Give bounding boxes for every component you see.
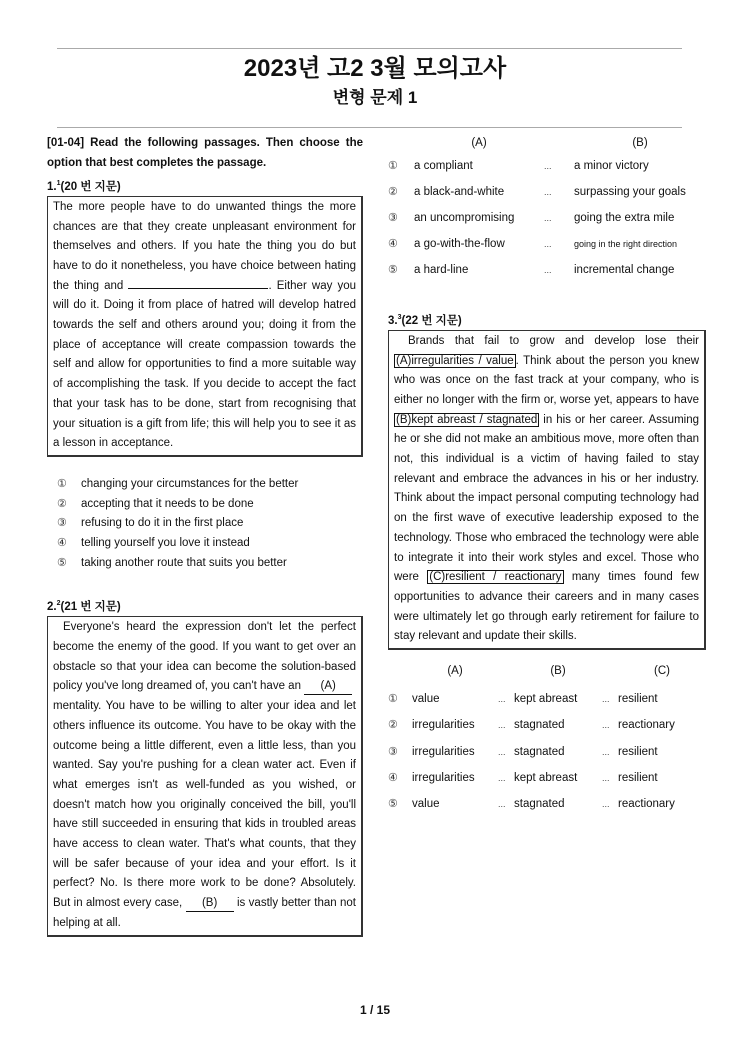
ellipsis: ...	[602, 799, 610, 810]
q2-option-1-b[interactable]: a minor victory	[574, 160, 649, 172]
page-subtitle: 변형 문제 1	[332, 88, 418, 107]
right-column	[388, 133, 706, 818]
q3-option-1-b[interactable]: kept abreast	[514, 693, 578, 706]
ellipsis: ...	[602, 694, 610, 705]
ellipsis: ...	[602, 720, 610, 731]
option-number[interactable]: ③	[388, 745, 398, 758]
ellipsis: ...	[544, 265, 552, 275]
option-number: ①	[57, 477, 67, 490]
option-number[interactable]: ⑤	[388, 798, 398, 811]
ellipsis: ...	[602, 772, 610, 783]
col-header-b: (B)	[550, 665, 566, 678]
q2-option-3-b[interactable]: going the extra mile	[574, 212, 675, 224]
option-number: ⑤	[57, 556, 67, 569]
q2-option-2-a[interactable]: a black-and-white	[414, 186, 505, 198]
ellipsis: ...	[498, 799, 506, 810]
ellipsis: ...	[498, 772, 506, 783]
option-text: accepting that it needs to be done	[81, 497, 254, 510]
option-number[interactable]: ②	[388, 719, 398, 732]
q3-options	[388, 656, 706, 817]
option-number[interactable]: ④	[388, 771, 398, 784]
q3-option-1-c[interactable]: resilient	[618, 693, 658, 706]
q2-options	[388, 133, 706, 283]
ellipsis: ...	[498, 720, 506, 731]
q3-option-3-a[interactable]: irregularities	[412, 745, 475, 758]
col-header-c: (C)	[654, 665, 670, 678]
q3-option-5-a[interactable]: value	[412, 798, 440, 811]
q2-option-5-b[interactable]: incremental change	[574, 264, 675, 276]
q3-option-1-a[interactable]: value	[412, 693, 440, 706]
q2-option-2-b[interactable]: surpassing your goals	[574, 186, 686, 198]
ellipsis: ...	[544, 187, 552, 197]
top-rule	[57, 48, 682, 49]
q3-option-2-b[interactable]: stagnated	[514, 719, 565, 732]
col-header-a: (A)	[447, 665, 463, 678]
left-column	[47, 133, 363, 937]
q1-passage: The more people have to do unwanted things the more chances are that they create unpleasant environment for themselves and others. If you hate the thing you do but have to do it nonetheless, you have choice between hating the thing and . Either way you will do it. Doing it from place of hatred will develop hatred towards the self and others around you; doing it from the place of acceptance will create compassion towards the self and allow for opportunities to find a more suitable way of accomplishing the task. If you decide to accept the fact that your task has to be done, start from recognising that your situation is a gift from life; this will help you to see it as a lesson in acceptance.	[47, 196, 363, 457]
q3-option-2-c[interactable]: reactionary	[618, 719, 675, 732]
q2-option-3-a[interactable]: an uncompromising	[414, 212, 515, 224]
q2-label: 2.$^2$(21 번 지문)	[47, 600, 121, 614]
q2-option-4-b[interactable]: going in the right direction	[574, 239, 678, 249]
q3-option-4-c[interactable]: resilient	[618, 771, 658, 784]
q2-option-4-a[interactable]: a go-with-the-flow	[414, 238, 505, 250]
option-text: refusing to do it in the first place	[81, 517, 244, 530]
page-number: 1 / 15	[359, 1003, 391, 1017]
q3-option-3-c[interactable]: resilient	[618, 745, 658, 758]
option-number: ③	[57, 517, 67, 530]
option-number: ④	[57, 537, 67, 550]
q1-option-2[interactable]	[57, 495, 363, 515]
q2-option-1-a[interactable]: a compliant	[414, 160, 473, 172]
q2-blank-b: (B)	[186, 896, 234, 912]
option-number[interactable]: ④	[388, 238, 398, 250]
q3-option-2-a[interactable]: irregularities	[412, 719, 475, 732]
q1-option-5[interactable]	[57, 554, 363, 574]
q2-option-5-a[interactable]: a hard-line	[414, 264, 469, 276]
q3-option-4-b[interactable]: kept abreast	[514, 771, 578, 784]
q3-choice-box-b: (B)kept abreast / stagnated	[396, 413, 538, 426]
ellipsis: ...	[544, 161, 552, 171]
ellipsis: ...	[602, 746, 610, 757]
q2-blank-a: (A)	[304, 679, 352, 695]
q3-option-4-a[interactable]: irregularities	[412, 771, 475, 784]
option-text: telling yourself you love it instead	[81, 537, 250, 550]
q1-option-1[interactable]	[57, 475, 363, 495]
q3-choice-box-c: (C)resilient / reactionary	[429, 571, 562, 584]
option-number[interactable]: ①	[388, 160, 398, 172]
col-header-a: (A)	[471, 137, 487, 149]
option-number[interactable]: ⑤	[388, 264, 398, 276]
ellipsis: ...	[544, 213, 552, 223]
q3-option-5-b[interactable]: stagnated	[514, 798, 565, 811]
option-number[interactable]: ③	[388, 212, 398, 224]
option-number[interactable]: ①	[388, 693, 398, 706]
option-text: taking another route that suits you better	[81, 556, 287, 569]
option-number[interactable]: ②	[388, 186, 398, 198]
q3-option-3-b[interactable]: stagnated	[514, 745, 565, 758]
q1-label: 1.$^1$(20 번 지문)	[47, 180, 121, 193]
ellipsis: ...	[498, 746, 506, 757]
q1-blank	[128, 288, 268, 289]
instructions: [01-04] Read the following passages. Then choose the option that best completes the passage.	[47, 137, 363, 169]
q1-option-3[interactable]	[57, 514, 363, 534]
ellipsis: ...	[498, 694, 506, 705]
ellipsis: ...	[544, 239, 552, 249]
q1-option-4[interactable]	[57, 534, 363, 554]
q3-option-5-c[interactable]: reactionary	[618, 798, 675, 811]
q3-choice-box-a: (A)irregularities / value	[396, 354, 514, 367]
col-header-b: (B)	[632, 137, 648, 149]
header-rule	[57, 127, 682, 128]
option-number: ②	[57, 497, 67, 510]
q1-options	[57, 475, 363, 574]
page-title: 2023년 고2 3월 모의고사	[243, 55, 507, 82]
q3-passage: Brands that fail to grow and develop lose their (A)irregularities / value . Think about the person you knew who was once on the fast track at your company, who is either no longer with the firm or, worse yet, appears to have (B)kept abreast / stagnated in his or her career. Assuming he or she did not make an ambitious move, more often than not, this individual is a victim of having failed to stay relevant and embrace the advances in his or her industry. Think about the impact personal computing technology had on the first wave of executive leadership exposed to the technology. Those who embraced the technology were able to integrate it into their work styles and excel. Those who were (C)resilient / reactionary many times found few opportunities to advance their careers and in many cases were ultimately let go through early retirement for failure to stay relevant and update their skills.	[388, 330, 706, 650]
q3-label: 3.$^3$(22 번 지문)	[388, 314, 462, 327]
q2-passage: Everyone's heard the expression don't let the perfect become the enemy of the good. If you want to get over an obstacle so that your idea can become the solution-based policy you've long dreamed of, you can't have an (A) mentality. You have to be willing to alter your idea and let others influence its outcome. You have to be okay with the outcome being a little different, even a little less, than you wanted. Say you're pushing for a clean water act. Even if what emerges isn't as well-funded as you wished, or doesn't match how you originally conceived the bill, you'll have still succeeded in ensuring that kids in troubled areas have access to clean water. That's what counts, that they will be safer because of your idea and your effort. Is it perfect? No. Is there more work to be done? Absolutely. But in almost every case, (B) is vastly better than not helping at all.	[47, 616, 363, 936]
option-text: changing your circumstances for the better	[81, 477, 299, 490]
